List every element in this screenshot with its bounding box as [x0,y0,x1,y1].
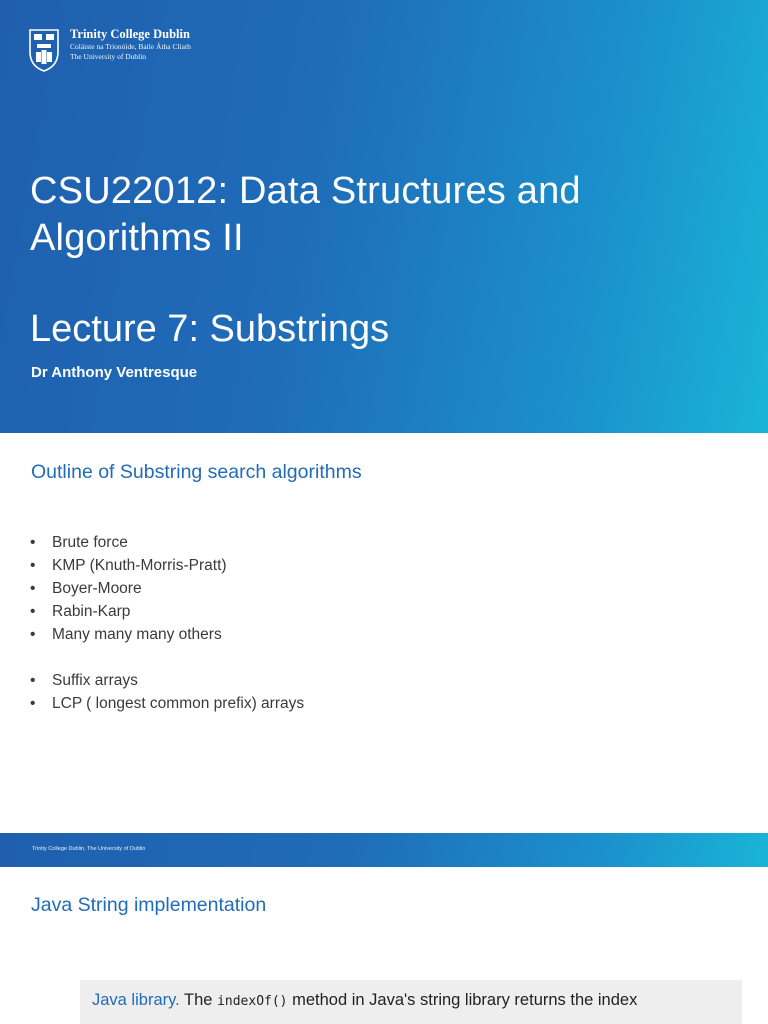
list-item: • Rabin-Karp [30,600,227,623]
java-library-box [80,980,742,1024]
java-box-text: method in Java's string library returns the index [292,991,638,1009]
array-list [30,669,304,715]
java-slide [0,867,768,1024]
java-library-label: Java library. [92,991,180,1009]
list-item: • LCP ( longest common prefix) arrays [30,692,304,715]
list-item: • Many many many others [30,623,227,646]
course-title-line1: CSU22012: Data Structures and [30,170,581,212]
tcd-crest-icon [28,28,60,72]
algorithm-list [30,531,227,646]
slide-footer [0,833,768,867]
list-item: • KMP (Knuth-Morris-Pratt) [30,554,227,577]
title-slide [0,0,768,433]
indexof-code: indexOf() [217,994,288,1009]
course-title [30,168,730,262]
logo-subtitle: The University of Dublin [70,52,147,61]
outline-heading: Outline of Substring search algorithms [31,461,362,483]
course-title-line2: Algorithms II [30,217,244,259]
java-box-the: The [184,991,213,1009]
list-item: • Boyer-Moore [30,577,227,600]
logo-irish-name: Coláiste na Tríonóide, Baile Átha Cliath [70,42,191,52]
footer-text: Trinity College Dublin, The University of Dublin [32,846,146,852]
lecture-title: Lecture 7: Substrings [30,308,390,350]
list-item: • Brute force [30,531,227,554]
java-heading: Java String implementation [31,894,267,916]
logo-name: Trinity College Dublin [70,27,190,41]
tcd-logo [28,28,191,72]
author-name: Dr Anthony Ventresque [31,364,198,381]
list-item: • Suffix arrays [30,669,304,692]
outline-slide [0,433,768,867]
